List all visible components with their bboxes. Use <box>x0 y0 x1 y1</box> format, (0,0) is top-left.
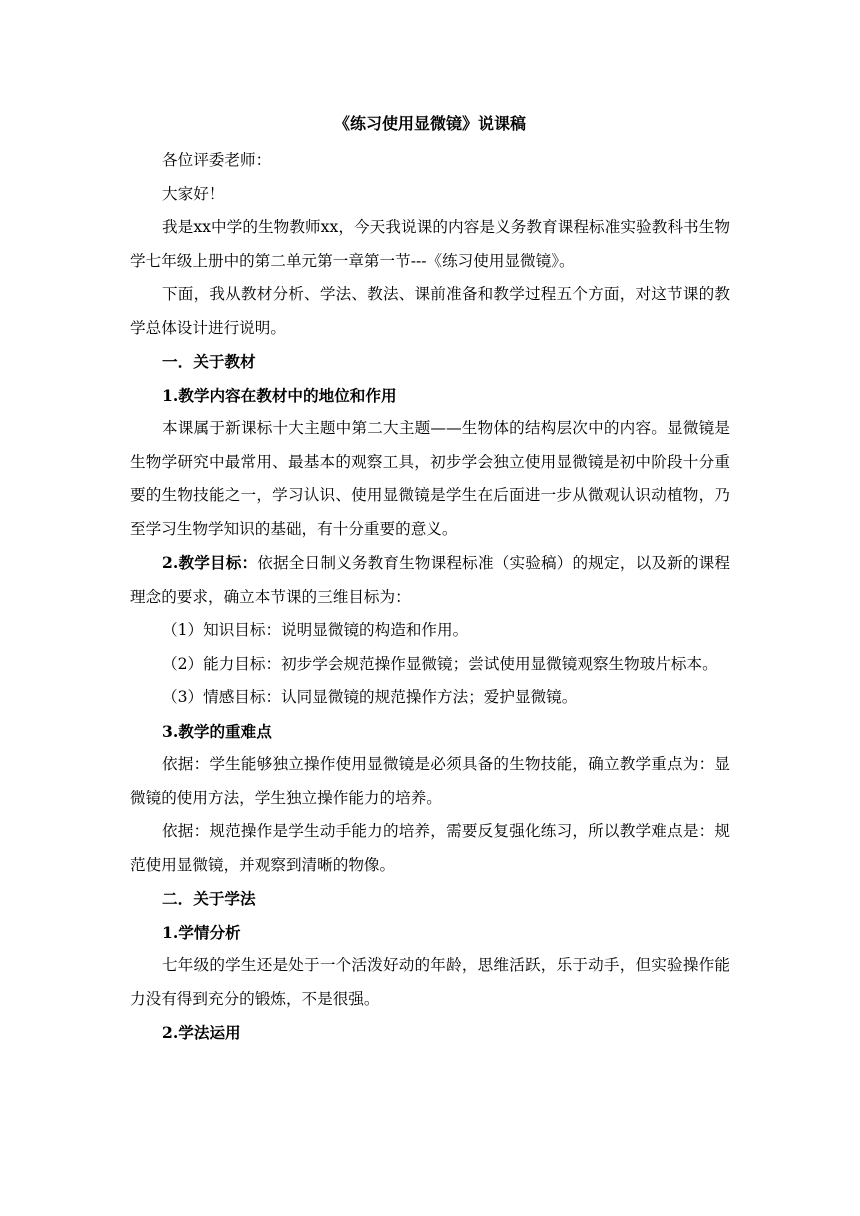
section-2-sub1-text: 七年级的学生还是处于一个活泼好动的年龄，思维活跃，乐于动手，但实验操作能力没有得到充分的锻炼，不是很强。 <box>130 956 730 1008</box>
greeting: 各位评委老师： <box>162 151 272 169</box>
document-title: 《练习使用显微镜》说课稿 <box>333 114 526 133</box>
goal-knowledge: （1）知识目标：说明显微镜的构造和作用。 <box>162 621 469 639</box>
goal-emotion: （3）情感目标：认同显微镜的规范操作方法；爱护显微镜。 <box>162 688 578 706</box>
document-body <box>130 108 730 1050</box>
intro-paragraph: 我是xx中学的生物教师xx，今天我说课的内容是义务教育课程标准实验教科书生物学七年级上册中的第二单元第一章第一节---《练习使用显微镜》。 <box>130 218 730 270</box>
overview-paragraph: 下面，我从教材分析、学法、教法、课前准备和教学过程五个方面，对这节课的教学总体设计进行说明。 <box>130 285 730 337</box>
basis-difficulty: 依据：规范操作是学生动手能力的培养，需要反复强化练习，所以教学难点是：规范使用显微镜，并观察到清晰的物像。 <box>130 822 730 874</box>
goal-ability: （2）能力目标：初步学会规范操作显微镜；尝试使用显微镜观察生物玻片标本。 <box>162 654 718 673</box>
section-2-sub2-heading: 2.学法运用 <box>162 1023 241 1042</box>
section-1-sub1-text: 本课属于新课标十大主题中第二大主题——生物体的结构层次中的内容。显微镜是生物学研究中最常用、最基本的观察工具，初步学会独立使用显微镜是初中阶段十分重要的生物技能之一，学习认识、使用显微镜是学生在后面进一步从微观认识动植物，乃至学习生物学知识的基础，有十分重要的意义。 <box>130 419 730 538</box>
section-1-sub1-heading: 1.教学内容在教材中的地位和作用 <box>162 385 397 405</box>
section-1-heading: 一．关于教材 <box>162 352 256 371</box>
section-1-sub2-paragraph <box>130 546 730 614</box>
hello: 大家好！ <box>162 184 225 203</box>
section-2-heading: 二．关于学法 <box>162 889 256 908</box>
section-1-sub2-label: 2.教学目标： <box>162 553 258 572</box>
basis-key-point: 依据：学生能够独立操作使用显微镜是必须具备的生物技能，确立教学重点为：显微镜的使用方法，学生独立操作能力的培养。 <box>130 755 730 807</box>
section-2-sub1-heading: 1.学情分析 <box>162 922 241 942</box>
section-1-sub3-heading: 3.教学的重难点 <box>162 721 272 741</box>
section-1-sub2-text: 依据全日制义务教育生物课程标准（实验稿）的规定，以及新的课程理念的要求，确立本节课的三维目标为： <box>130 554 730 606</box>
